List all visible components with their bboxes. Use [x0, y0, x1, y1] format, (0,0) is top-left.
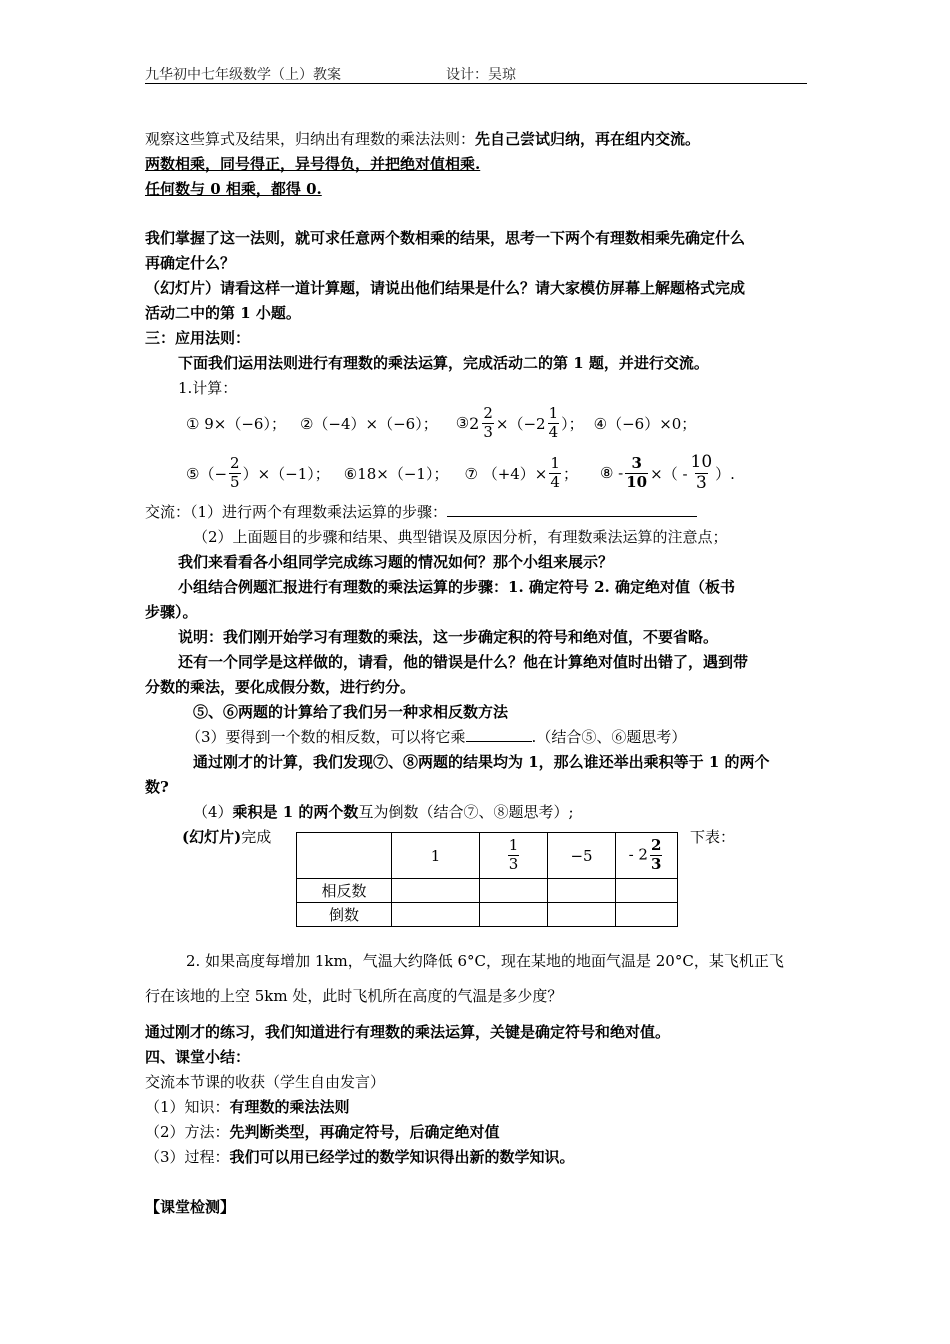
fraction-1-4: $\frac{1}{4}$: [548, 403, 559, 441]
fraction-3-10: $\frac{3}{10}$: [626, 453, 648, 491]
math-row-2: ⑤（− $\frac{2}{5}$ ）×（−1）； ⑥18×（−1）； ⑦ （+4）× $\frac{1}{4}$ ； ⑧ - $\frac{3}{10}$ ×（ - $\frac{10}{3}$ ）.: [186, 451, 735, 493]
table-row-label: 倒数: [297, 903, 392, 927]
line-18: 分数的乘法，要化成假分数，进行约分。: [145, 678, 416, 696]
line-1: 观察这些算式及结果，归纳出有理数的乘法法则：先自己尝试归纳，再在组内交流。: [145, 130, 701, 148]
fraction-2-5: $\frac{2}{5}$: [230, 453, 240, 491]
table-corner-cell: [297, 833, 392, 879]
table-header-cell: $\frac{1}{3}$: [480, 833, 548, 879]
line-21: 通过刚才的计算，我们发现⑦、⑧两题的结果均为 1，那么谁还举出乘积等于 1 的两个: [193, 753, 770, 771]
summary-process: （3）过程：我们可以用已经学过的数学知识得出新的数学知识。: [145, 1148, 575, 1166]
header-rule: [145, 83, 807, 84]
summary-method: （2）方法：先判断类型，再确定符号，后确定绝对值: [145, 1123, 500, 1141]
mixed-fraction-1: 2 $\frac{2}{3}$: [469, 403, 493, 441]
line-17: 还有一个同学是这样做的，请看，他的错误是什么？他在计算绝对值时出错了，遇到带: [178, 653, 749, 671]
answer-blank-steps[interactable]: [447, 502, 697, 517]
line-16: 说明：我们刚开始学习有理数的乘法，这一步确定积的符号和绝对值，不要省略。: [178, 628, 719, 646]
table-cell[interactable]: [548, 903, 616, 927]
fraction-10-3: $\frac{10}{3}$: [690, 451, 713, 493]
table-cell[interactable]: [480, 879, 548, 903]
line-24-tail: 下表：: [690, 828, 736, 846]
table-row-label: 相反数: [297, 879, 392, 903]
table-header-row: [297, 833, 678, 879]
problem-2-line-2: 行在该地的上空 5km 处，此时飞机所在高度的气温是多少度？: [145, 987, 563, 1005]
table-cell[interactable]: [616, 879, 678, 903]
answer-blank-multiplier[interactable]: [466, 727, 532, 742]
line-29: 交流本节课的收获（学生自由发言）: [145, 1073, 386, 1091]
reciprocal-table: [296, 832, 678, 927]
line-23: （4）乘积是 1 的两个数互为倒数（结合⑦、⑧题思考）;: [193, 803, 574, 821]
table-row-reciprocal: [297, 903, 678, 927]
line-3-rule: 任何数与 0 相乘，都得 0.: [145, 180, 322, 198]
line-5: 再确定什么？: [145, 254, 236, 272]
line-14: 小组结合例题汇报进行有理数的乘法运算的步骤：1. 确定符号 2. 确定绝对值（板书: [178, 578, 735, 596]
line-2-rule: 两数相乘，同号得正，异号得负，并把绝对值相乘.: [145, 155, 481, 173]
line-4: 我们掌握了这一法则，就可求任意两个数相乘的结果，思考一下两个有理数相乘先确定什么: [145, 229, 746, 247]
section-3-title: 三：应用法则：: [145, 329, 251, 347]
section-4-title: 四、课堂小结：: [145, 1048, 251, 1066]
line-24: (幻灯片)完成: [182, 828, 272, 846]
table-row-opposite: [297, 879, 678, 903]
line-13: 我们来看看各小组同学完成练习题的情况如何？那个小组来展示？: [178, 553, 614, 571]
fraction-1-4b: $\frac{1}{4}$: [550, 453, 560, 491]
header-left: 九华初中七年级数学（上）教案: [145, 67, 341, 83]
header-right: 设计：吴琼: [446, 67, 516, 83]
math-row-1: ① 9×（−6）； ②（−4）×（−6）； ③ 2 $\frac{2}{3}$ ×（−2 $\frac{1}{4}$ ）； ④（−6）×0；: [186, 403, 697, 441]
line-22: 数?: [145, 778, 169, 796]
line-9: 下面我们运用法则进行有理数的乘法运算，完成活动二的第 1 题，并进行交流。: [178, 354, 709, 372]
line-6: （幻灯片）请看这样一道计算题，请说出他们结果是什么？请大家模仿屏幕上解题格式完成: [145, 279, 746, 297]
table-header-cell: −5: [548, 833, 616, 879]
table-header-cell: 1: [392, 833, 480, 879]
line-19: ⑤、⑥两题的计算给了我们另一种求相反数方法: [193, 703, 509, 721]
line-12: （2）上面题目的步骤和结果、典型错误及原因分析，有理数乘法运算的注意点；: [193, 528, 728, 546]
table-cell[interactable]: [480, 903, 548, 927]
summary-knowledge: （1）知识：有理数的乘法法则: [145, 1098, 350, 1116]
calc-label: 1.计算：: [178, 379, 238, 397]
problem-2-line-1: 2. 如果高度每增加 1km，气温大约降低 6°C，现在某地的地面气温是 20°C，某飞机正飞: [186, 952, 784, 970]
line-15: 步骤）。: [145, 603, 198, 621]
line-27: 通过刚才的练习，我们知道进行有理数的乘法运算，关键是确定符号和绝对值。: [145, 1023, 671, 1041]
table-cell[interactable]: [392, 903, 480, 927]
table-cell[interactable]: [548, 879, 616, 903]
line-7: 活动二中的第 1 小题。: [145, 304, 301, 322]
table-cell[interactable]: [392, 879, 480, 903]
table-header-cell: - 2 $\frac{2}{3}$: [616, 833, 678, 879]
line-20: （3）要得到一个数的相反数，可以将它乘 .（结合⑤、⑥题思考）: [186, 728, 687, 746]
classroom-test-title: 【课堂检测】: [145, 1198, 236, 1216]
table-cell[interactable]: [616, 903, 678, 927]
line-11: 交流：（1）进行两个有理数乘法运算的步骤：: [145, 501, 697, 522]
